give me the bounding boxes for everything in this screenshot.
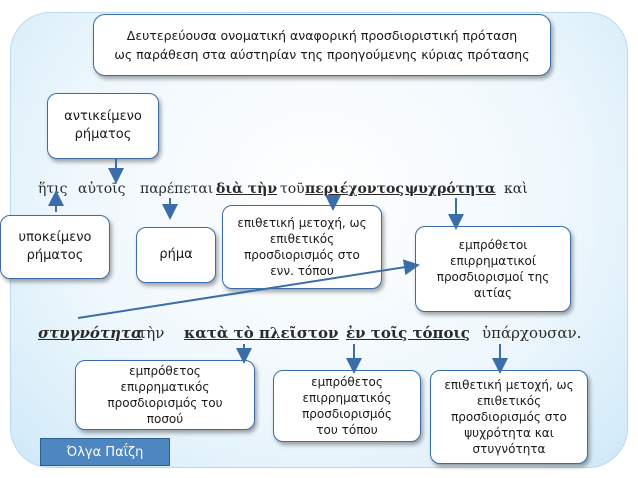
author-label: Όλγα Παΐζη	[40, 438, 170, 466]
prepositional2-line-1: εμπρόθετος	[129, 364, 201, 378]
word-htis: ἥτις	[38, 181, 68, 197]
subject-line-2: ρήματος	[26, 248, 84, 263]
participle2-line-5: στυγνότητα	[472, 442, 546, 456]
word-autois: αὐτοῖς	[78, 181, 126, 197]
arrow-stygnoteta	[78, 266, 412, 318]
word-en-tois-topois: ἐν τοῖς τόποις	[346, 324, 470, 342]
title-line-1: Δευτερεύουσα ονοματική αναφορική προσδιοριστική πρόταση	[126, 28, 518, 43]
prepositional2-line-3: προσδιορισμός του	[107, 396, 223, 410]
participle2-line-4: ψυχρότητα και	[464, 426, 554, 440]
word-stygnoteta: στυγνότητα	[38, 324, 143, 342]
word-dia-ten: διὰ τὴν	[216, 181, 278, 197]
object-line-1: αντικείμενο	[64, 109, 142, 124]
object-line-2: ρήματος	[74, 127, 132, 142]
prepositional1-line-4: αιτίας	[473, 286, 513, 300]
prepositional1-line-1: εμπρόθετοι	[458, 238, 528, 252]
participle1-line-3: προσδιορισμός στο	[244, 248, 360, 262]
word-hyparchousan: ὑπάρχουσαν.	[482, 324, 582, 342]
verb-line-1: ρήμα	[159, 247, 193, 262]
prepositional2-line-4: ποσού	[146, 412, 184, 426]
word-periehontos: περιέχοντος	[305, 181, 404, 197]
participle2-line-1: επιθετική μετοχή, ως	[444, 378, 574, 392]
participle2-line-3: προσδιορισμός στο	[451, 410, 567, 424]
participle1-line-2: επιθετικός	[269, 232, 335, 246]
prepositional3-line-2: επιρρηματικός	[302, 391, 392, 405]
prepositional1-line-2: επιρρηματικοί	[450, 254, 536, 268]
word-tou: τοῦ	[280, 181, 305, 197]
prepositional3-line-4: του τόπου	[316, 423, 378, 437]
title-line-2: ως παράθεση στα αύστηρίαν της προηγούμενης κύριας πρότασης	[114, 47, 530, 62]
prepositional3-line-3: προσδιορισμός	[302, 407, 392, 421]
participle1-line-4: ενν. τόπου	[270, 264, 334, 278]
word-kai: καὶ	[504, 181, 528, 197]
participle1-line-1: επιθετική μετοχή, ως	[237, 216, 367, 230]
participle2-line-2: επιθετικός	[476, 394, 542, 408]
word-kata-to-pleiston: κατὰ τὸ πλεῖστον	[184, 324, 339, 342]
subject-line-1: υποκείμενο	[18, 230, 92, 245]
prepositional3-line-1: εμπρόθετος	[311, 375, 383, 389]
prepositional1-line-3: προσδιορισμοί της	[436, 270, 550, 284]
word-parepetai: παρέπεται	[140, 181, 214, 197]
word-psychroteta: ψυχρότητα	[405, 181, 496, 197]
prepositional2-line-2: επιρρηματικός	[120, 380, 210, 394]
word-ten: τὴν	[138, 324, 165, 342]
